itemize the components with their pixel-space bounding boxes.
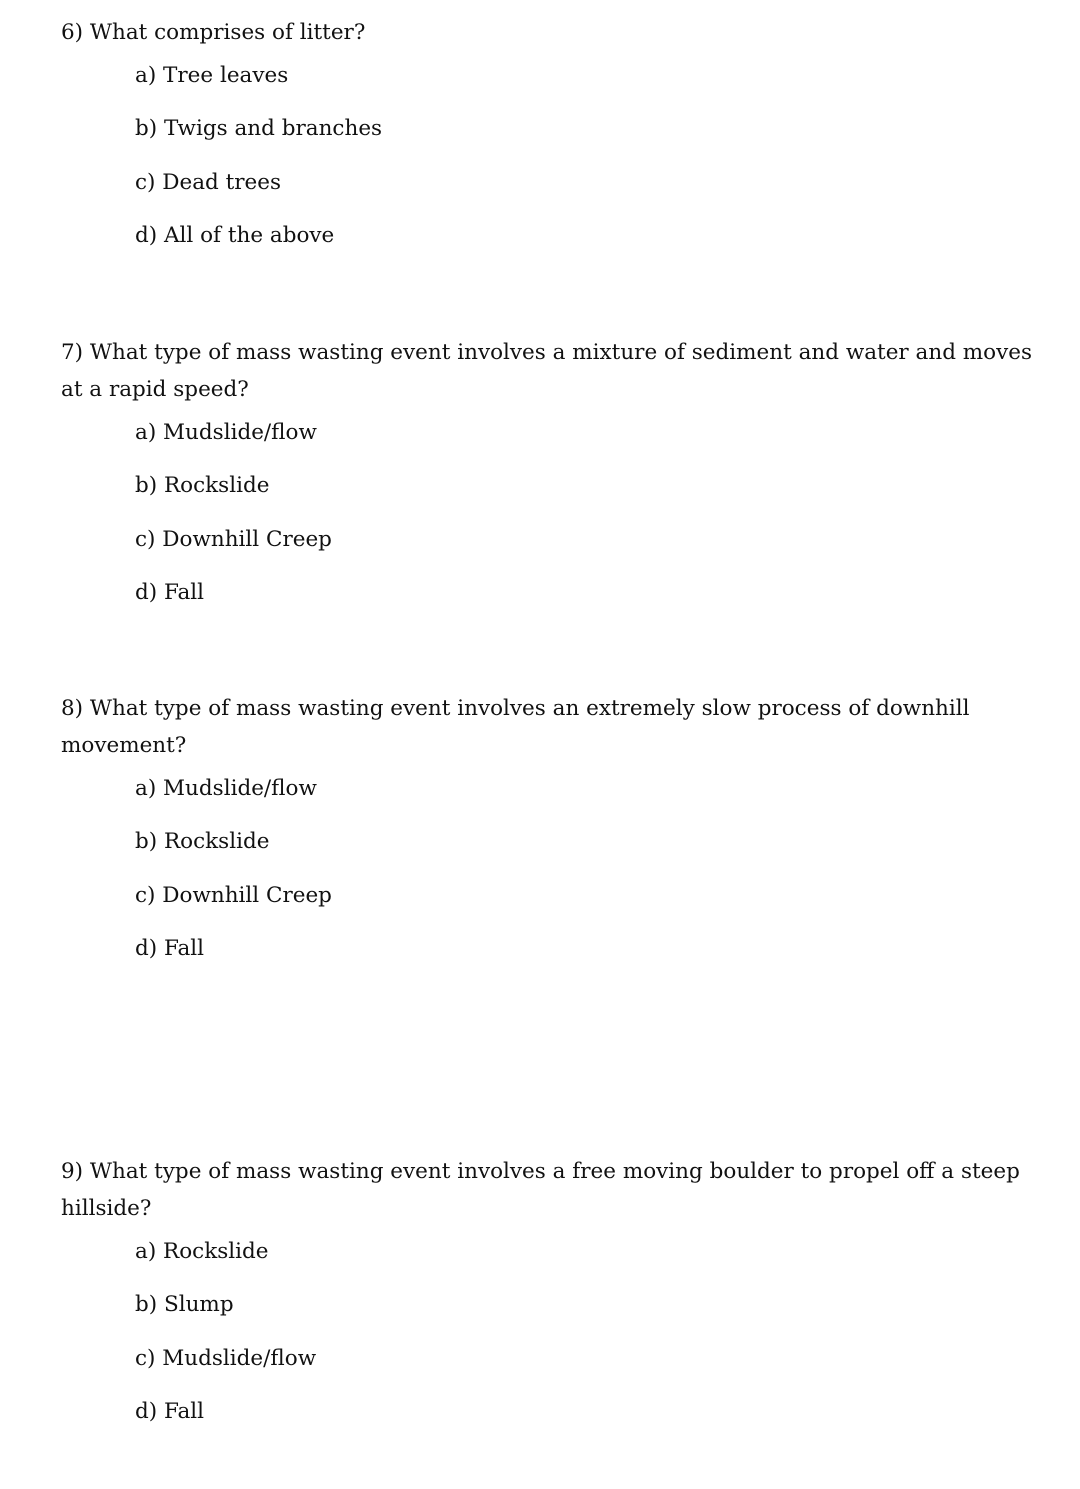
question-8-text: 8) What type of mass wasting event involves an extremely slow process of downhill movement? [61,696,970,758]
question-9-option-d: d) Fall [135,1398,205,1424]
question-7-options [135,406,1051,619]
question-8-option-d: d) Fall [135,935,205,961]
question-6-option-b: b) Twigs and branches [135,116,383,142]
question-7 [61,334,1051,619]
question-9-options [135,1225,1051,1438]
question-6-option-c: c) Dead trees [135,169,282,195]
question-6-option-a: a) Tree leaves [135,63,289,88]
question-6-options [135,49,1051,262]
question-8-option-c: c) Downhill Creep [135,882,332,908]
question-9-option-b: b) Slump [135,1292,234,1318]
question-6-text: 6) What comprises of litter? [61,20,366,45]
question-9-text: 9) What type of mass wasting event involves a free moving boulder to propel off a steep hillside? [61,1159,1020,1221]
question-6 [61,14,1051,262]
question-7-option-a: a) Mudslide/flow [135,420,317,445]
question-7-option-b: b) Rockslide [135,473,270,499]
question-9-option-a: a) Rockslide [135,1239,269,1264]
question-8-option-a: a) Mudslide/flow [135,776,317,801]
question-7-option-d: d) Fall [135,579,205,605]
question-7-text: 7) What type of mass wasting event involves a mixture of sediment and water and moves at a rapid speed? [61,340,1033,402]
question-9-option-c: c) Mudslide/flow [135,1345,317,1371]
question-7-option-c: c) Downhill Creep [135,526,332,552]
question-8-option-b: b) Rockslide [135,829,270,855]
question-6-option-d: d) All of the above [135,222,335,248]
question-9 [61,1153,1051,1438]
question-8-options [135,762,1051,975]
question-8 [61,690,1051,975]
